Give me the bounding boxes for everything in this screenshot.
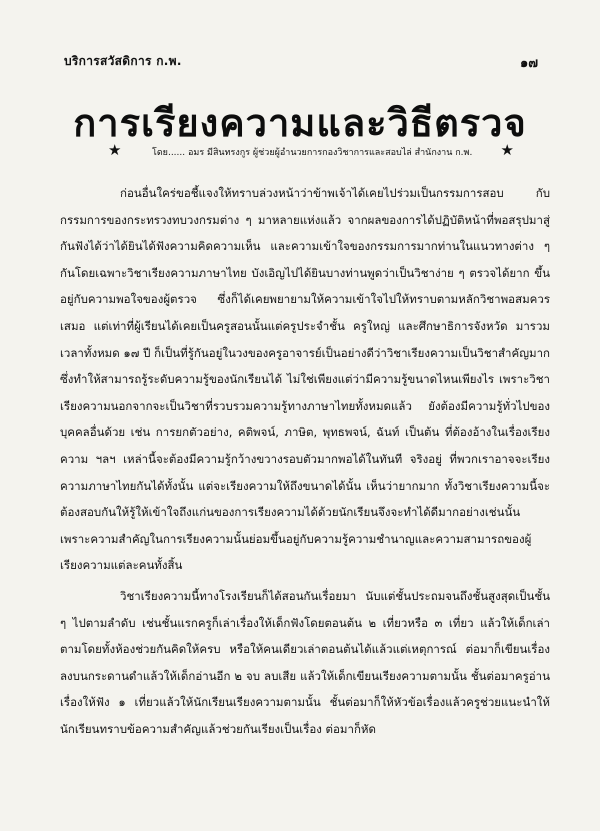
article-body [60,180,550,742]
page-number: ๑๗ [519,56,538,71]
author-line: โดย...... อมร มีสินทรงกูร ผู้ช่วยผู้อำนวยการกองวิชาการและสอบไล่ สำนักงาน ก.พ. [152,148,473,158]
page-header [64,52,538,74]
byline [108,141,514,160]
paragraph: วิชาเรียงความนี้ทางโรงเรียนก็ได้สอนกันเรื่อยมา นับแต่ชั้นประถมจนถึงชั้นสูงสุดเป็นชั้น ๆ ไปตามลำดับ เช่นชั้นแรกครูก็เล่าเรื่องให้เด็กฟังโดยตอนต้น ๒ เที่ยวหรือ ๓ เที่ยว แล้วให้เด็กเล่าตามโดยทั้งห้องช่วยกันคิดให้ครบ หรือให้คนเดียวเล่าตอนต้นได้แล้วแต่เหตุการณ์ ต่อมาก็เขียนเรื่องลงบนกระดานดำแล้วให้เด็กอ่านอีก ๒ จบ ลบเสีย แล้วให้เด็กเขียนเรียงความตามนั้น ชั้นต่อมาครูอ่านเรื่องให้ฟัง ๑ เที่ยวแล้วให้นักเรียนเรียงความตามนั้น ชั้นต่อมาก็ให้หัวข้อเรื่องแล้วครูช่วยแนะนำให้นักเรียนทราบข้อความสำคัญแล้วช่วยกันเรียงเป็นเรื่อง ต่อมาก็หัด [60,588,550,736]
star-icon: ★ [108,141,122,159]
star-icon: ★ [500,141,514,159]
journal-name: บริการสวัสดิการ ก.พ. [64,54,182,68]
paragraph: ก่อนอื่นใคร่ขอชี้แจงให้ทราบล่วงหน้าว่าข้าพเจ้าได้เคยไปร่วมเป็นกรรมการสอบ กับกรรมการของกระทรวงทบวงกรมต่าง ๆ มาหลายแห่งแล้ว จากผลของการได้ปฏิบัติหน้าที่พอสรุปมาสู่กันฟังได้ว่าได้ยินได้ฟังความคิดความเห็น และความเข้าใจของกรรมการมากท่านในแนวทางต่าง ๆ กันโดยเฉพาะวิชาเรียงความภาษาไทย บังเอิญไปได้ยินบางท่านพูดว่าเป็นวิชาง่าย ๆ ตรวจได้ยาก ขึ้นอยู่กับความพอใจของผู้ตรวจ ซึ่งก็ได้เคยพยายามให้ความเข้าใจไปให้ทราบตามหลักวิชาพอสมควรเสมอ แต่เท่าที่ผู้เรียนได้เคยเป็นครูสอนนั้นแต่ครูประจำชั้น ครูใหญ่ และศึกษาธิการจังหวัด มารวมเวลาทั้งหมด ๑๗ ปี ก็เป็นที่รู้กันอยู่ในวงของครูอาจารย์เป็นอย่างดีว่าวิชาเรียงความเป็นวิชาสำคัญมาก ซึ่งทำให้สามารถรู้ระดับความรู้ของนักเรียนได้ ไม่ใช่เพียงแต่ว่ามีความรู้ขนาดไหนเพียงไร เพราะวิชาเรียงความนอกจากจะเป็นวิชาที่รวบรวมความรู้ทางภาษาไทยทั้งหมดแล้ว ยังต้องมีความรู้ทั่วไปของบุคคลอื่นด้วย เช่น การยกตัวอย่าง, คติพจน์, ภาษิต, พุทธพจน์, ฉันท์ เป็นต้น ที่ต้องอ้างในเรื่องเรียงความ ฯลฯ เหล่านี้จะต้องมีความรู้กว้างขวางรอบตัวมากพอได้ในทันที จริงอยู่ ที่พวกเราอาจจะเรียงความภาษาไทยกันได้ทั้งนั้น แต่จะเรียงความให้ถึงขนาดได้นั้น เห็นว่ายากมาก ทั้งวิชาเรียงความนี้จะต้องสอบกันให้รู้ให้เข้าใจถึงแก่นของการเรียงความได้ด้วยนักเรียนจึงจะทำได้ดีมากอย่างเช่นนั้น เพราะความสำคัญในการเรียงความนั้นย่อมขึ้นอยู่กับความรู้ความชำนาญและความสามารถของผู้เรียงความแต่ละคนทั้งสิ้น [60,186,550,573]
article-title: การเรียงความและวิธีตรวจ [73,101,527,145]
